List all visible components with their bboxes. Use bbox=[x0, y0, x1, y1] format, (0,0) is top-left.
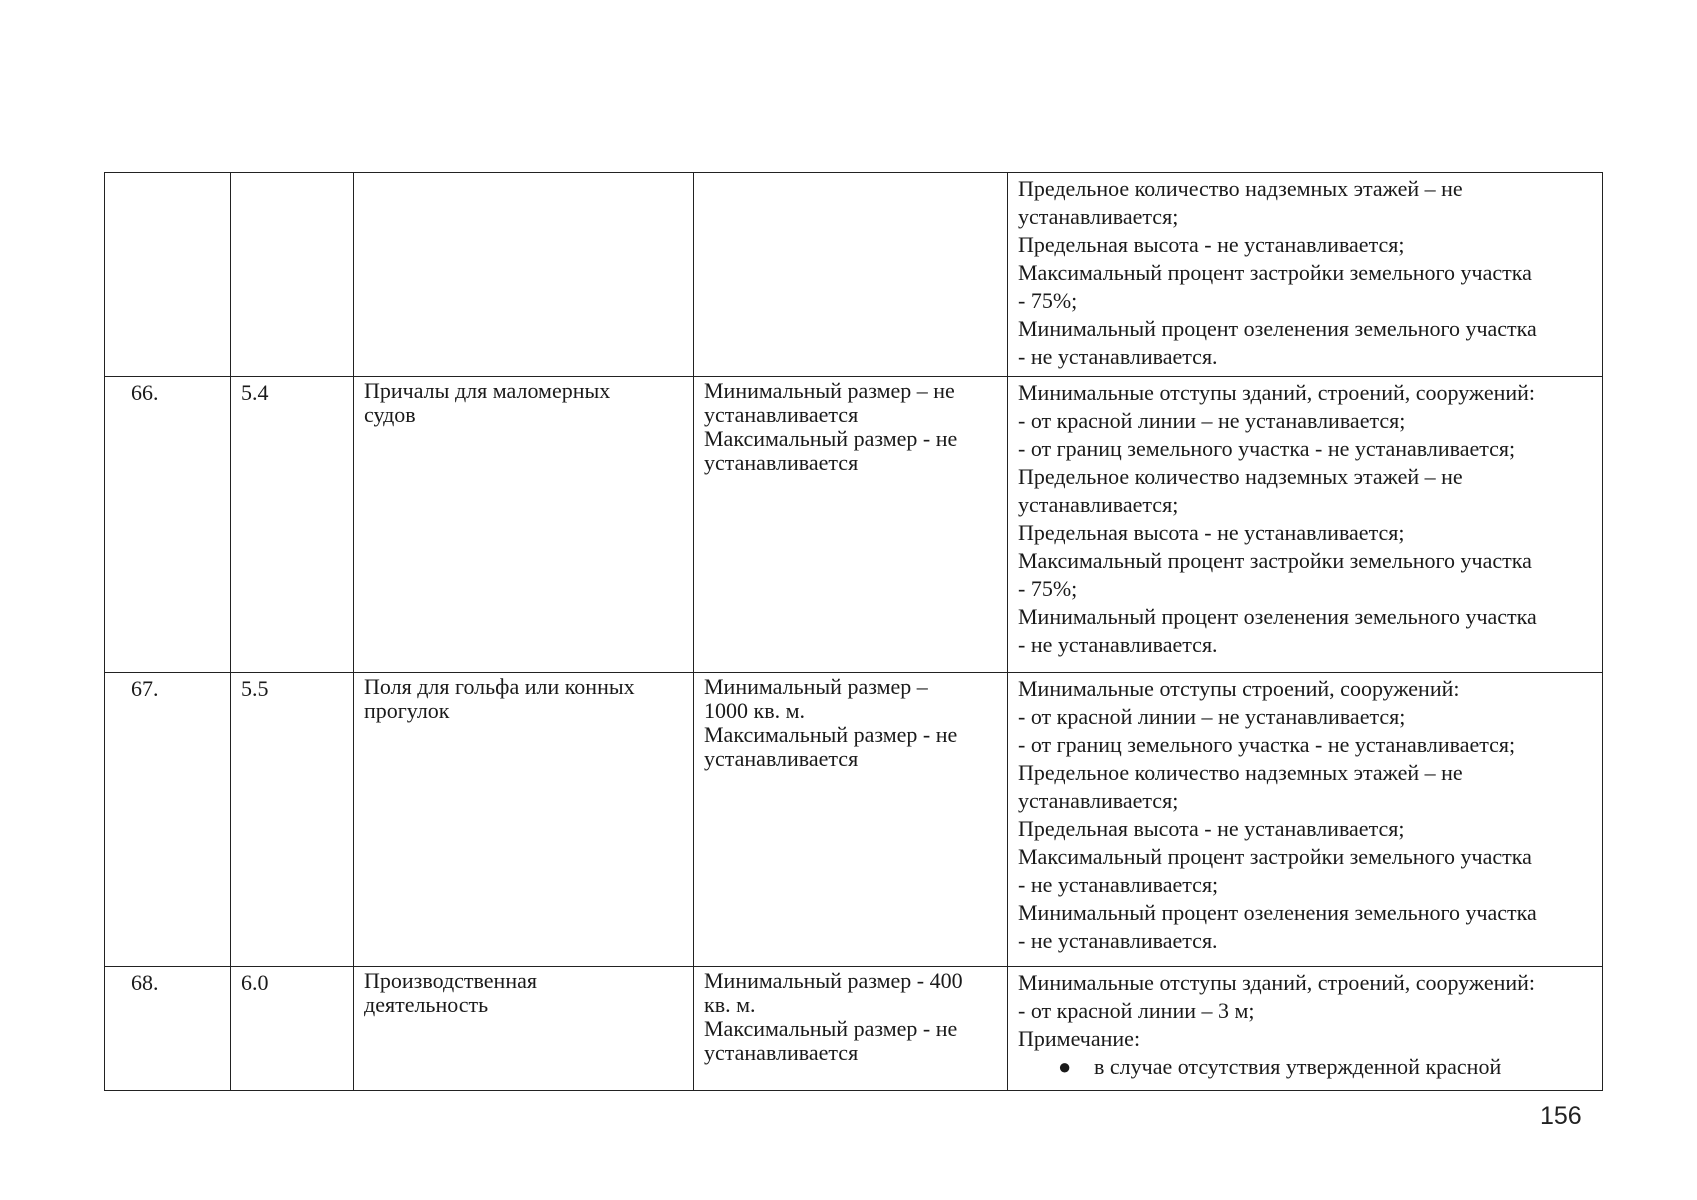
cell-row-number bbox=[105, 673, 231, 967]
table-body bbox=[105, 173, 1603, 1091]
cell-usage-name bbox=[354, 967, 694, 1091]
parameter-line: - 75%; bbox=[1018, 288, 1078, 313]
usage-code-text: 5.5 bbox=[241, 676, 269, 701]
cell-usage-code bbox=[231, 377, 354, 673]
parameter-line: Предельное количество надземных этажей – не bbox=[1018, 464, 1463, 489]
parameter-line: Минимальный процент озеленения земельного участка bbox=[1018, 316, 1537, 341]
bullet-icon: ● bbox=[1058, 1054, 1072, 1079]
parameter-line: - от границ земельного участка - не устанавливается; bbox=[1018, 732, 1516, 757]
parameter-line: - от красной линии – не устанавливается; bbox=[1018, 408, 1406, 433]
usage-code-text: 5.4 bbox=[241, 380, 269, 405]
cell-row-number bbox=[105, 377, 231, 673]
row-number-text: 66. bbox=[131, 380, 159, 405]
usage-name-line: Поля для гольфа или конных bbox=[364, 674, 635, 699]
cell-plot-size bbox=[694, 173, 1008, 377]
cell-building-parameters bbox=[1008, 673, 1603, 967]
parameter-line: Минимальный процент озеленения земельного участка bbox=[1018, 900, 1537, 925]
note-bullet-text: в случае отсутствия утвержденной красной bbox=[1094, 1054, 1502, 1079]
cell-usage-code bbox=[231, 173, 354, 377]
parameter-line: Максимальный процент застройки земельного участка bbox=[1018, 844, 1532, 869]
parameter-line: Минимальный процент озеленения земельного участка bbox=[1018, 604, 1537, 629]
parameter-line: Максимальный процент застройки земельного участка bbox=[1018, 260, 1532, 285]
plot-size-line: устанавливается bbox=[704, 450, 859, 475]
plot-size-line: устанавливается bbox=[704, 402, 859, 427]
parameter-line: Максимальный процент застройки земельного участка bbox=[1018, 548, 1532, 573]
cell-usage-name bbox=[354, 173, 694, 377]
cell-building-parameters bbox=[1008, 377, 1603, 673]
plot-size-line: Минимальный размер - 400 bbox=[704, 968, 963, 993]
parameter-line: Предельная высота - не устанавливается; bbox=[1018, 816, 1405, 841]
table-row bbox=[105, 673, 1603, 967]
row-number-text: 67. bbox=[131, 676, 159, 701]
parameter-line: - от красной линии – 3 м; bbox=[1018, 998, 1255, 1023]
usage-name-line: Причалы для маломерных bbox=[364, 378, 611, 403]
parameter-line: - от красной линии – не устанавливается; bbox=[1018, 704, 1406, 729]
plot-size-line: Минимальный размер – bbox=[704, 674, 928, 699]
parameter-line: устанавливается; bbox=[1018, 788, 1179, 813]
parameter-line: Предельное количество надземных этажей – не bbox=[1018, 176, 1463, 201]
parameter-line: - от границ земельного участка - не устанавливается; bbox=[1018, 436, 1516, 461]
parameter-line: - не устанавливается. bbox=[1018, 344, 1218, 369]
parameter-line: устанавливается; bbox=[1018, 204, 1179, 229]
cell-plot-size bbox=[694, 377, 1008, 673]
plot-size-line: Максимальный размер - не bbox=[704, 1016, 958, 1041]
usage-name-line: Производственная bbox=[364, 968, 537, 993]
cell-building-parameters bbox=[1008, 967, 1603, 1091]
note-bullet-item bbox=[1018, 1053, 1592, 1081]
usage-name-line: судов bbox=[364, 402, 416, 427]
zoning-parameters-table bbox=[104, 172, 1603, 1091]
cell-usage-name bbox=[354, 673, 694, 967]
usage-name-line: прогулок bbox=[364, 698, 450, 723]
cell-usage-name bbox=[354, 377, 694, 673]
cell-usage-code bbox=[231, 967, 354, 1091]
parameter-line: - не устанавливается. bbox=[1018, 632, 1218, 657]
cell-row-number bbox=[105, 173, 231, 377]
parameter-line: устанавливается; bbox=[1018, 492, 1179, 517]
cell-plot-size bbox=[694, 673, 1008, 967]
plot-size-line: Максимальный размер - не bbox=[704, 722, 958, 747]
parameter-line: Предельная высота - не устанавливается; bbox=[1018, 232, 1405, 257]
table-row bbox=[105, 173, 1603, 377]
cell-usage-code bbox=[231, 673, 354, 967]
parameter-line: - 75%; bbox=[1018, 576, 1078, 601]
usage-code-text: 6.0 bbox=[241, 970, 269, 995]
parameter-line: Предельное количество надземных этажей – не bbox=[1018, 760, 1463, 785]
parameter-line: Минимальные отступы строений, сооружений: bbox=[1018, 676, 1460, 701]
plot-size-line: устанавливается bbox=[704, 746, 859, 771]
plot-size-line: Минимальный размер – не bbox=[704, 378, 955, 403]
page-number: 156 bbox=[1540, 1102, 1582, 1130]
parameter-line: Примечание: bbox=[1018, 1026, 1141, 1051]
cell-building-parameters bbox=[1008, 173, 1603, 377]
cell-plot-size bbox=[694, 967, 1008, 1091]
plot-size-line: устанавливается bbox=[704, 1040, 859, 1065]
parameter-line: - не устанавливается. bbox=[1018, 928, 1218, 953]
parameter-line: Минимальные отступы зданий, строений, сооружений: bbox=[1018, 380, 1536, 405]
table-row bbox=[105, 967, 1603, 1091]
cell-row-number bbox=[105, 967, 231, 1091]
parameter-line: Минимальные отступы зданий, строений, сооружений: bbox=[1018, 970, 1536, 995]
parameter-line: - не устанавливается; bbox=[1018, 872, 1219, 897]
plot-size-line: 1000 кв. м. bbox=[704, 698, 805, 723]
table-row bbox=[105, 377, 1603, 673]
parameter-line: Предельная высота - не устанавливается; bbox=[1018, 520, 1405, 545]
plot-size-line: Максимальный размер - не bbox=[704, 426, 958, 451]
row-number-text: 68. bbox=[131, 970, 159, 995]
plot-size-line: кв. м. bbox=[704, 992, 756, 1017]
usage-name-line: деятельность bbox=[364, 992, 489, 1017]
